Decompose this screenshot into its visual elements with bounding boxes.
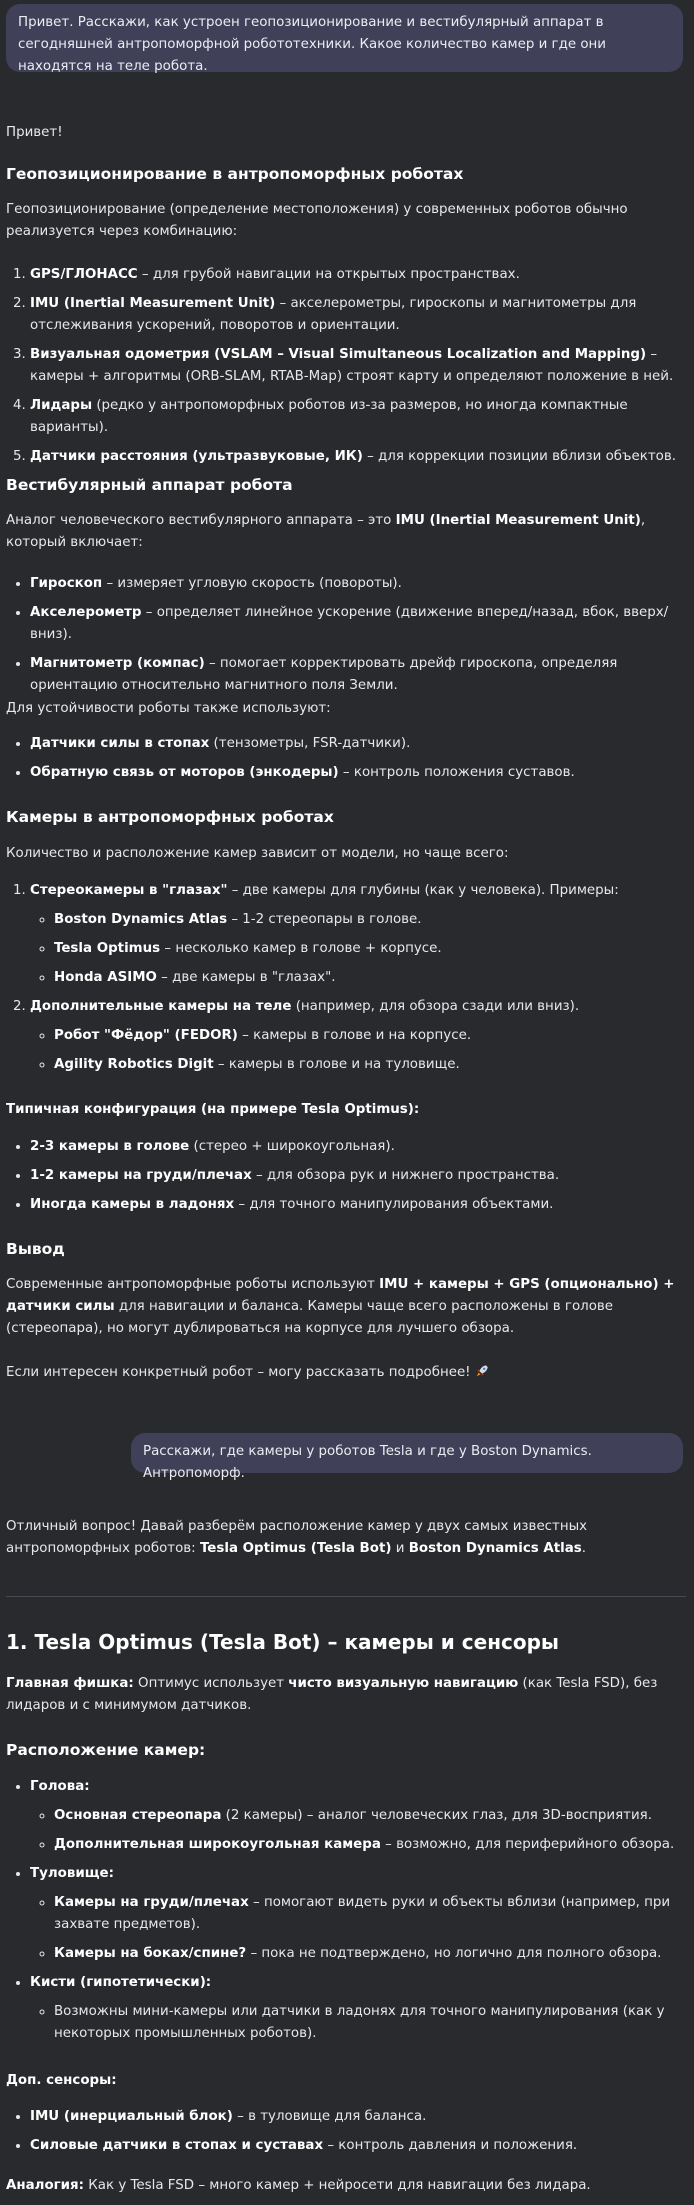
extra-sensors-heading: Доп. сенсоры: [6, 2073, 117, 2088]
list-item: 1. GPS/ГЛОНАСС – для грубой навигации на открытых пространствах. [30, 264, 686, 286]
sublist [30, 2001, 686, 2045]
assistant-greeting: Привет! [6, 125, 63, 140]
user-message [131, 1433, 683, 1481]
list-item: 3. Визуальная одометрия (VSLAM – Visual Simultaneous Localization and Mapping) – камеры + алгоритмы (ORB-SLAM, RTAB-Map) строят карту и определяют положение в ней. [30, 344, 686, 388]
list-item: • 2-3 камеры в голове (стерео + широкоугольная). [30, 1136, 686, 1158]
list-item: ◦ Tesla Optimus – несколько камер в голове + корпусе. [54, 938, 686, 960]
typical-config-list [6, 1136, 686, 1223]
vest-list [6, 573, 686, 704]
paragraph-main-feature: Главная фишка: Оптимус использует чисто визуальную навигацию (как Tesla FSD), без лидаров и с минимумом датчиков. [6, 1676, 658, 1713]
list-item: • Кисти (гипотетически): ◦ Возможны мини-камеры или датчики в ладонях для точного манипулирования (как у некоторых промышленных роботов). [30, 1972, 686, 2045]
user-message-text: Привет. Расскажи, как устроен геопозиционирование и вестибулярный аппарат в сегодняшней антропоморфной робототехники. Какое количество камер и где они находятся на теле робота. [18, 15, 606, 74]
list-item: ◦ Boston Dynamics Atlas – 1-2 стереопары в голове. [54, 909, 686, 931]
list-item: ◦ Камеры на боках/спине? – пока не подтверждено, но логично для полного обзора. [54, 1943, 686, 1965]
list-item: ◦ Дополнительная широкоугольная камера – возможно, для периферийного обзора. [54, 1834, 686, 1856]
list-item: • 1-2 камеры на груди/плечах – для обзора рук и нижнего пространства. [30, 1165, 686, 1187]
user-message [6, 4, 683, 72]
list-item: ◦ Робот "Фёдор" (FEDOR) – камеры в голове и на корпусе. [54, 1025, 686, 1047]
list-item: • Магнитометр (компас) – помогает корректировать дрейф гироскопа, определяя ориентацию относительно магнитного поля Земли. [30, 653, 686, 697]
list-item: • Туловище: ◦ Камеры на груди/плечах – помогают видеть руки и объекты вблизи (например, при захвате предметов). ◦ Камеры на боках/спине? – пока не подтверждено, но логично для полного обзора. [30, 1863, 686, 1965]
paragraph-a2-intro: Отличный вопрос! Давай разберём расположение камер у двух самых известных антропоморфных роботов: Tesla Optimus (Tesla Bot) и Boston Dynamics Atlas. [6, 1519, 588, 1556]
geo-list [6, 264, 686, 475]
paragraph-analogy: Аналогия: Как у Tesla FSD – много камер + нейросети для навигации без лидара. [6, 2178, 591, 2193]
list-item: • Голова: ◦ Основная стереопара (2 камеры) – аналог человеческих глаз, для 3D-восприятия. ◦ Дополнительная широкоугольная камера – возможно, для периферийного обзора. [30, 1776, 686, 1856]
list-item: 2. IMU (Inertial Measurement Unit) – акселерометры, гироскопы и магнитометры для отслеживания ускорений, поворотов и ориентации. [30, 293, 686, 337]
paragraph-cams-intro: Количество и расположение камер зависит от модели, но чаще всего: [6, 846, 509, 861]
list-item: • Силовые датчики в стопах и суставах – контроль давления и положения. [30, 2135, 686, 2157]
paragraph-conclusion: Современные антропоморфные роботы используют IMU + камеры + GPS (опционально) + датчики силы для навигации и баланса. Камеры чаще всего расположены в голове (стереопара), но могут дублироваться на корпусе для лучшего обзора. [6, 1277, 675, 1336]
divider [6, 1596, 686, 1597]
sublist [30, 1892, 686, 1965]
user-message-text: Расскажи, где камеры у роботов Tesla и где у Boston Dynamics. Антропоморф. [143, 1444, 592, 1481]
heading-geo: Геопозиционирование в антропоморфных роботах [6, 165, 464, 183]
sublist [30, 1805, 686, 1856]
camera-location-list [6, 1776, 686, 2052]
paragraph-outro: Если интересен конкретный робот – могу рассказать подробнее! [6, 1362, 686, 1384]
list-item: 2. Дополнительные камеры на теле (например, для обзора сзади или вниз). ◦ Робот "Фёдор" (FEDOR) – камеры в голове и на корпусе. ◦ Agility Robotics Digit – камеры в голове и на туловище. [30, 996, 686, 1076]
list-item: 1. Стереокамеры в "глазах" – две камеры для глубины (как у человека). Примеры: ◦ Boston Dynamics Atlas – 1-2 стереопары в голове. ◦ Tesla Optimus – несколько камер в голове + корпусе. ◦ Honda ASIMO – две камеры в "глазах". [30, 880, 686, 989]
list-item: ◦ Камеры на груди/плечах – помогают видеть руки и объекты вблизи (например, при захвате предметов). [54, 1892, 686, 1936]
cameras-list [6, 880, 686, 1083]
list-item: 5. Датчики расстояния (ультразвуковые, ИК) – для коррекции позиции вблизи объектов. [30, 446, 686, 468]
paragraph-geo-intro: Геопозиционирование (определение местоположения) у современных роботов обычно реализуется через комбинацию: [6, 202, 628, 239]
heading-tesla: 1. Tesla Optimus (Tesla Bot) – камеры и сенсоры [6, 1630, 560, 1654]
list-item: ◦ Honda ASIMO – две камеры в "глазах". [54, 967, 686, 989]
list-item: • Иногда камеры в ладонях – для точного манипулирования объектами. [30, 1194, 686, 1216]
heading-cameras: Камеры в антропоморфных роботах [6, 808, 334, 826]
typical-config-heading: Типичная конфигурация (на примере Tesla Optimus): [6, 1102, 420, 1117]
sublist [30, 909, 686, 989]
rocket-icon [475, 1364, 489, 1378]
list-item: • IMU (инерциальный блок) – в туловище для баланса. [30, 2106, 686, 2128]
sublist [30, 1025, 686, 1076]
list-item: ◦ Agility Robotics Digit – камеры в голове и на туловище. [54, 1054, 686, 1076]
list-item: • Гироскоп – измеряет угловую скорость (повороты). [30, 573, 686, 595]
list-item: • Датчики силы в стопах (тензометры, FSR-датчики). [30, 733, 686, 755]
heading-camera-location: Расположение камер: [6, 1741, 206, 1759]
extra-sensors-list [6, 2106, 686, 2164]
list-item: ◦ Возможны мини-камеры или датчики в ладонях для точного манипулирования (как у некоторых промышленных роботов). [54, 2001, 686, 2045]
list-item: 4. Лидары (редко у антропоморфных роботов из-за размеров, но иногда компактные варианты). [30, 395, 686, 439]
paragraph-vest-intro: Аналог человеческого вестибулярного аппарата – это IMU (Inertial Measurement Unit), который включает: [6, 513, 646, 550]
list-item: • Акселерометр – определяет линейное ускорение (движение вперед/назад, вбок, вверх/вниз). [30, 602, 686, 646]
list-item: • Обратную связь от моторов (энкодеры) – контроль положения суставов. [30, 762, 686, 784]
heading-conclusion: Вывод [6, 1240, 65, 1258]
stability-list [6, 733, 686, 791]
list-item: ◦ Основная стереопара (2 камеры) – аналог человеческих глаз, для 3D-восприятия. [54, 1805, 686, 1827]
heading-vestibular: Вестибулярный аппарат робота [6, 476, 293, 494]
paragraph-stability: Для устойчивости роботы также используют: [6, 701, 331, 716]
